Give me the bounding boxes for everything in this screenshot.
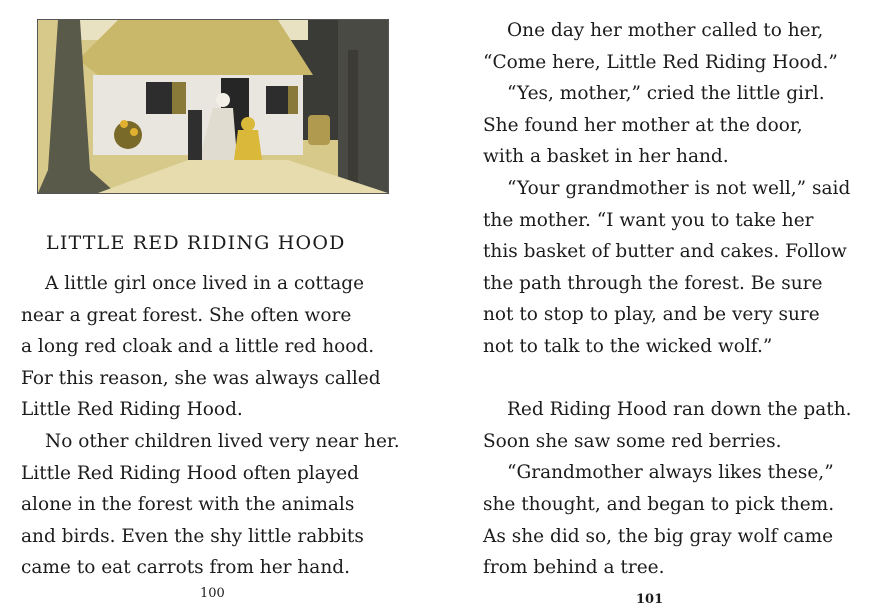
text-line: this basket of butter and cakes. Follow — [483, 241, 847, 263]
page-number-left: 100 — [200, 586, 225, 601]
text-line: from behind a tree. — [483, 557, 665, 579]
text-line: She found her mother at the door, — [483, 114, 803, 136]
story-title: LITTLE RED RIDING HOOD — [46, 232, 346, 254]
text-line: “Your grandmother is not well,” said — [507, 177, 851, 199]
text-line: alone in the forest with the animals — [21, 494, 355, 516]
paragraph-gap — [483, 363, 868, 395]
page-number-right: 101 — [636, 592, 664, 607]
text-line: For this reason, she was always called — [21, 367, 381, 389]
text-line: not to stop to play, and be very sure — [483, 304, 820, 326]
text-line: A little girl once lived in a cottage — [45, 273, 365, 294]
cottage-scene-icon — [38, 20, 388, 193]
text-line: and birds. Even the shy little rabbits — [21, 525, 364, 547]
text-line: with a basket in her hand. — [483, 146, 729, 168]
text-line: One day her mother called to her, — [507, 20, 824, 41]
text-line: No other children lived very near her. — [45, 430, 400, 452]
text-line: Little Red Riding Hood often played — [21, 462, 359, 484]
text-line: not to talk to the wicked wolf.” — [483, 335, 773, 357]
text-line: near a great forest. She often wore — [21, 304, 352, 326]
text-line: came to eat carrots from her hand. — [21, 557, 350, 579]
text-line: “Grandmother always likes these,” — [507, 462, 834, 484]
text-line: Little Red Riding Hood. — [21, 399, 243, 421]
text-line: Soon she saw some red berries. — [483, 430, 782, 452]
cottage-illustration — [37, 19, 389, 194]
text-line: Red Riding Hood ran down the path. — [507, 399, 852, 421]
text-line: As she did so, the big gray wolf came — [483, 525, 834, 547]
text-line: a long red cloak and a little red hood. — [21, 336, 375, 358]
left-page-text — [21, 268, 406, 584]
text-line: “Come here, Little Red Riding Hood.” — [483, 51, 838, 73]
text-line: “Yes, mother,” cried the little girl. — [507, 83, 825, 105]
text-line: she thought, and began to pick them. — [483, 493, 835, 515]
text-line: the path through the forest. Be sure — [483, 272, 823, 294]
text-line: the mother. “I want you to take her — [483, 209, 814, 231]
right-page-text — [483, 15, 868, 584]
